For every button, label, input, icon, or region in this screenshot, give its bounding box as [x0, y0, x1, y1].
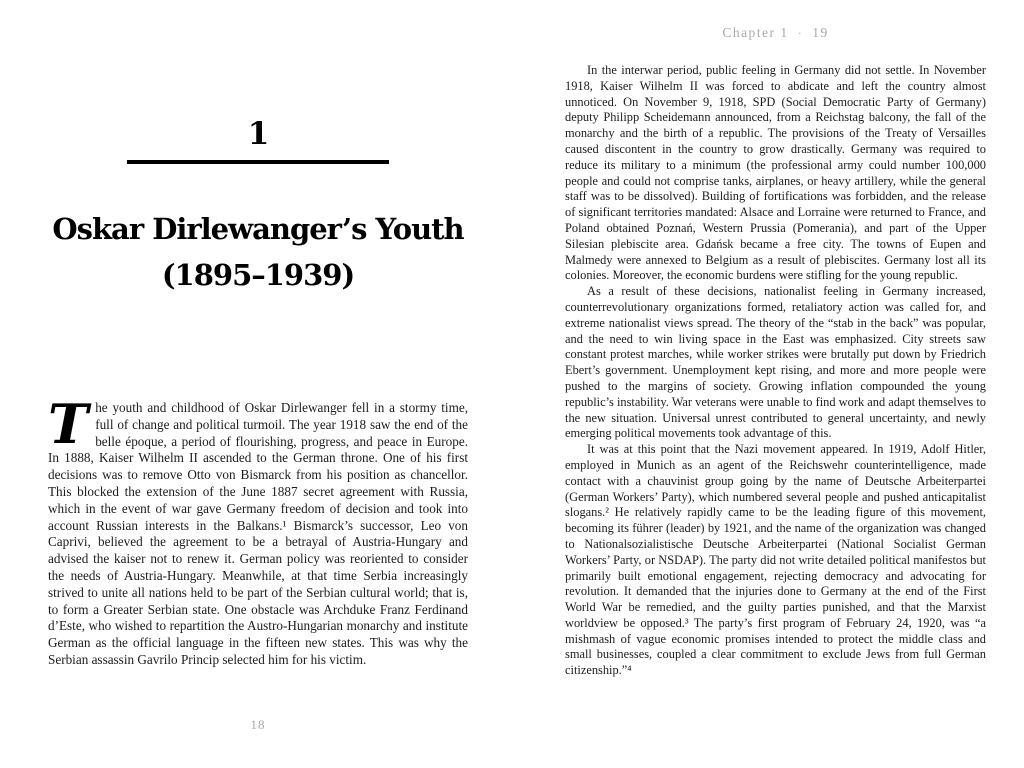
running-header-chapter-label: Chapter 1: [722, 25, 789, 40]
left-page-number: 18: [250, 717, 266, 732]
left-page-paragraph: he youth and childhood of Oskar Dirlewanger fell in a stormy time, full of change and political turmoil. The year 1918 saw the end of the belle époque, a period of flourishing, progress, and peace in Europe. In 1888, Kaiser Wilhelm II ascended to the German throne. One of his first decisions was to remove Otto von Bismarck from his position as chancellor. This blocked the extension of the June 1887 secret agreement with Russia, which in the event of war gave Germany freedom of decision and took into account Russian interests in the Balkans.¹ Bismarck’s successor, Leo von Caprivi, believed the agreement to be a betrayal of Austria-Hungary and advised the kaiser not to renew it. German policy was reoriented to consider the needs of Austria-Hungary. Meanwhile, at that time Serbia increasingly strived to unite all nations held to be part of the Serbian cultural world; that is, to form a Greater Serbian state. One obstacle was Archduke Franz Ferdinand d’Este, who wished to repartition the Austro-Hungarian monarchy and institute German as the official language in the fifteen new states. This was why the Serbian assassin Gavrilo Princip selected him for his victim.: [48, 400, 468, 667]
running-header-separator-dot: ·: [797, 26, 804, 40]
drop-cap: T: [48, 392, 89, 456]
right-page-body: [565, 63, 986, 679]
running-header: [565, 25, 986, 41]
right-page-paragraph-1: In the interwar period, public feeling in Germany did not settle. In November 1918, Kaiser Wilhelm II was forced to abdicate and left the country almost unnoticed. On November 9, 1918, SPD (Social Democratic Party of Germany) deputy Philipp Scheidemann announced, from a Reichstag balcony, the fall of the monarchy and the birth of a republic. The provisions of the Treaty of Versailles caused discontent in the country to grow drastically. Germany was required to reduce its military to a minimum (the professional army could number 100,000 people and could not comprise tanks, airplanes, or heavy artillery, while the general staff was to be dissolved). Building of fortifications was forbidden, and the release of significant territories mandated: Alsace and Lorraine were returned to France, and Poland obtained Poznań, Western Prussia (Pomerania), and part of the Upper Silesian plebiscite area. Gdańsk became a free city. The towns of Eupen and Malmedy were annexed to Belgium as a result of plebiscites. Germany lost all its colonies. Moreover, the economic burdens were stifling for the young republic.: [565, 63, 986, 283]
right-page-paragraph-3: It was at this point that the Nazi movement appeared. In 1919, Adolf Hitler, employed in Munich as an agent of the Reichswehr counterintelligence, made contact with a chauvinist group going by the name of Deutsche Arbeiterpartei (German Workers’ Party), which numbered several people and pushed anticapitalist slogans.² He relatively rapidly came to be the leading figure of this movement, becoming its führer (leader) by 1921, and the name of the organization was changed to Nationalsozialistische Deutsche Arbeiterpartei (National Socialist German Workers’ Party, or NSDAP). The party did not write detailed political manifestos but primarily built emotional engagement, rejecting democracy and advocating for revolution. It demanded that the injuries done to Germany at the end of the First World War be remedied, and the guilty parties punished, and that the Marxist worldview be opposed.³ The party’s first program of February 24, 1920, was “a mishmash of vague economic promises intended to protect the middle class and small businesses, coupled a clear commitment to exclude Jews from full German citizenship.”⁴: [565, 442, 986, 678]
chapter-title-line1: Oskar Dirlewanger’s Youth: [52, 212, 464, 246]
left-page: [48, 0, 468, 768]
right-page: [565, 0, 986, 768]
chapter-number: 1: [247, 116, 269, 152]
right-page-number: 19: [812, 25, 829, 40]
left-page-body: [48, 392, 468, 669]
chapter-title-line2: (1895–1939): [161, 258, 355, 292]
right-page-paragraph-2: As a result of these decisions, nationalist feeling in Germany increased, counterrevolutionary organizations formed, retaliatory action was called for, and extreme nationalist views spread. The theory of the “stab in the back” was popular, and the need to win living space in the East was emphasized. City streets saw constant protest marches, while worker strikes were brutally put down by Friedrich Ebert’s government. Unemployment kept rising, and more and more people were pushed to the margins of society. Growing inflation compounded the young republic’s instability. War veterans were unable to find work and adapt themselves to the new situation. Universal unrest contributed to general uncertainty, and newly emerging political movements took advantage of this.: [565, 284, 986, 441]
chapter-title: [48, 206, 468, 298]
chapter-divider-rule: [127, 160, 389, 164]
